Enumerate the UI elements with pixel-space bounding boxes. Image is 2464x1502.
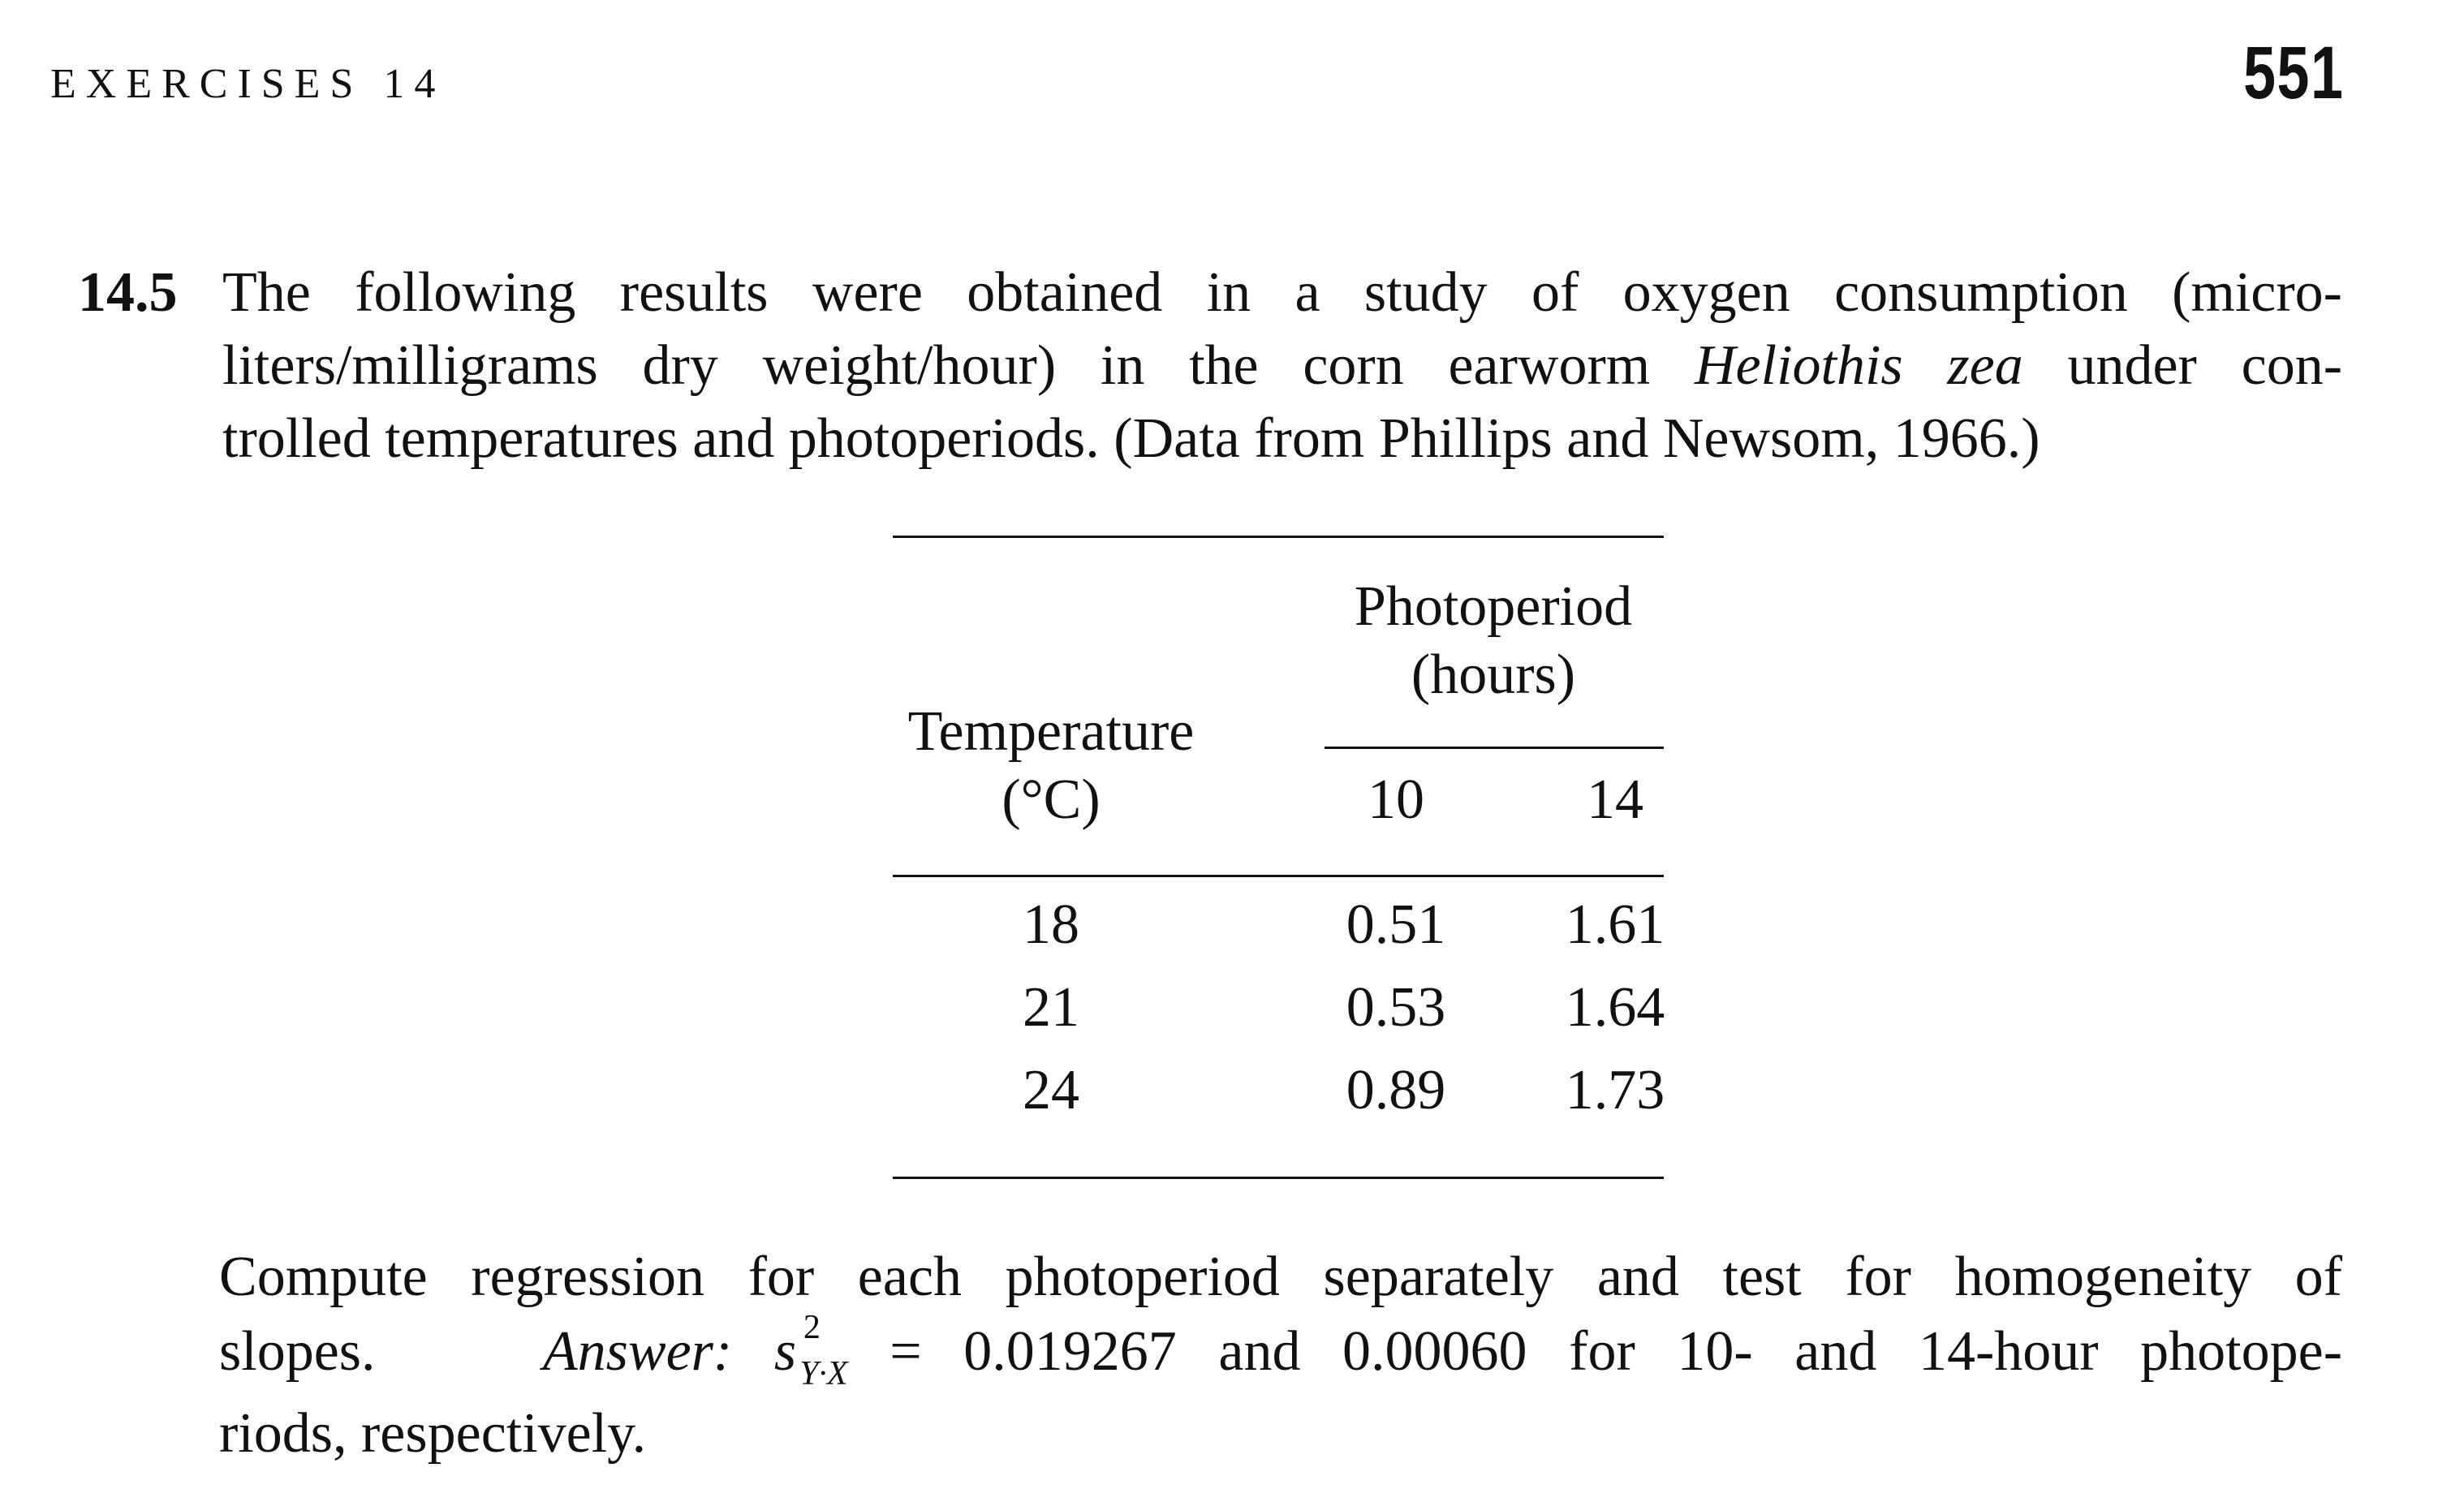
row-24-temp: 24 xyxy=(1023,1059,1079,1121)
variance-symbol-sup: 2 xyxy=(803,1309,821,1346)
exercise-line-3: trolled temperatures and photoperiods. (Data from Phillips and Newsom, 1966.) xyxy=(222,407,2040,470)
exercise-text xyxy=(222,256,2342,476)
photoperiod-header: Photoperiod xyxy=(1354,575,1633,638)
variance-symbol-base: s xyxy=(773,1320,797,1383)
hours-header: (hours) xyxy=(1411,643,1576,706)
exercise-line-2 xyxy=(222,329,2342,402)
column-header-14: 14 xyxy=(1587,768,1643,831)
answer-line-2 xyxy=(219,1309,2343,1397)
row-18-p14: 1.61 xyxy=(1565,893,1665,956)
exercise-number: 14.5 xyxy=(78,261,178,324)
variance-symbol xyxy=(773,1309,848,1397)
celsius-header: (°C) xyxy=(1002,768,1101,831)
temperature-header: Temperature xyxy=(907,700,1195,763)
table-bottom-rule xyxy=(893,1177,1664,1179)
exercise-14-5 xyxy=(78,256,2342,476)
page-number: 551 xyxy=(2242,32,2344,114)
exercise-line-2-start: liters/milligrams dry weight/hour) in the corn earworm xyxy=(222,334,1695,397)
row-24-p10: 0.89 xyxy=(1346,1059,1446,1121)
row-21-p10: 0.53 xyxy=(1346,976,1446,1039)
column-header-10: 10 xyxy=(1368,768,1424,831)
table-header-rule xyxy=(893,875,1664,877)
row-21-p14: 1.64 xyxy=(1565,976,1665,1039)
row-18-temp: 18 xyxy=(1023,893,1079,956)
answer-line-3: riods, respectively. xyxy=(219,1402,647,1465)
answer-line-1: Compute regression for each photoperiod separately and test for homogeneity of xyxy=(219,1246,2342,1308)
table-top-rule xyxy=(893,536,1664,538)
exercise-line-2-end: under con- xyxy=(2022,334,2343,397)
answer-values: = 0.019267 and 0.00060 for 10- and 14-hour photope- xyxy=(890,1320,2343,1383)
photoperiod-span-rule xyxy=(1325,747,1664,749)
answer-label: Answer: xyxy=(542,1320,733,1383)
variance-symbol-sub: Y·X xyxy=(799,1355,848,1392)
row-24-p14: 1.73 xyxy=(1565,1059,1665,1121)
data-table xyxy=(893,536,1664,1185)
species-name: Heliothis zea xyxy=(1695,334,2023,397)
exercise-line-1: The following results were obtained in a study of oxygen consumption (micro- xyxy=(222,261,2342,324)
row-21-temp: 21 xyxy=(1023,976,1079,1039)
row-18-p10: 0.51 xyxy=(1346,893,1446,956)
slopes-text: slopes. xyxy=(219,1320,376,1383)
answer-paragraph xyxy=(219,1240,2342,1471)
running-head: EXERCISES 14 xyxy=(50,61,446,107)
